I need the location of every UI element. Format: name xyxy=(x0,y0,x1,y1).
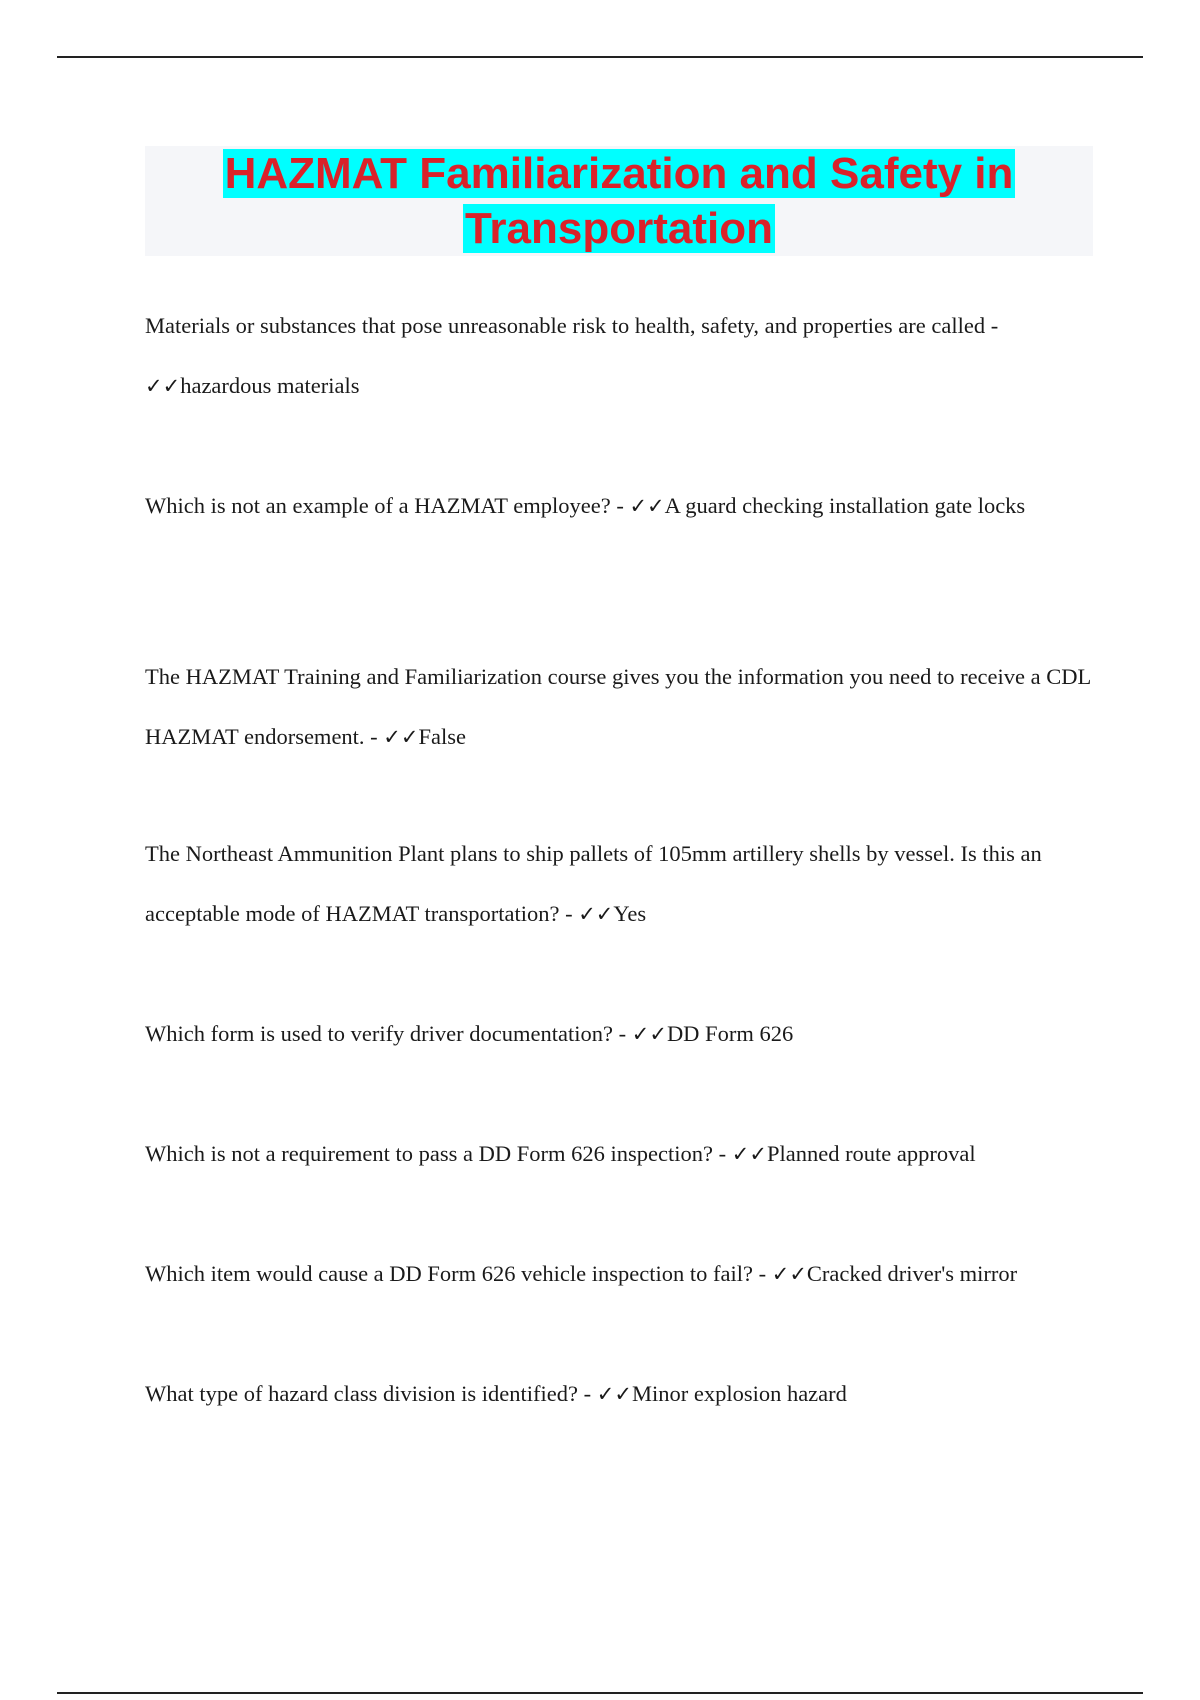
bottom-rule xyxy=(57,1692,1143,1694)
question: Materials or substances that pose unreasonable risk to health, safety, and properties are called - xyxy=(145,313,999,338)
question: Which is not a requirement to pass a DD Form 626 inspection? - xyxy=(145,1141,732,1166)
qa-item-3 xyxy=(145,647,1095,767)
question: What type of hazard class division is identified? - xyxy=(145,1381,597,1406)
document-title: HAZMAT Familiarization and Safety in Transportation xyxy=(224,149,1014,253)
qa-item-4 xyxy=(145,824,1095,944)
checkmark-icon: ✓✓ xyxy=(771,1262,807,1286)
question: The Northeast Ammunition Plant plans to ship pallets of 105mm artillery shells by vessel. Is this an acceptable mode of HAZMAT transportation? - xyxy=(145,841,1042,926)
qa-item-1 xyxy=(145,296,1095,416)
answer: DD Form 626 xyxy=(666,1021,794,1046)
question: Which item would cause a DD Form 626 vehicle inspection to fail? - xyxy=(145,1261,772,1286)
qa-item-5 xyxy=(145,1004,1095,1064)
checkmark-icon: ✓✓ xyxy=(596,1382,632,1406)
answer: A guard checking installation gate locks xyxy=(664,493,1026,518)
checkmark-icon: ✓✓ xyxy=(731,1142,767,1166)
answer: Cracked driver's mirror xyxy=(806,1261,1018,1286)
title-panel xyxy=(145,146,1093,256)
qa-item-8 xyxy=(145,1364,1095,1424)
answer: False xyxy=(418,724,466,749)
qa-item-7 xyxy=(145,1244,1095,1304)
checkmark-icon: ✓✓ xyxy=(631,1022,667,1046)
checkmark-icon: ✓✓ xyxy=(145,374,181,398)
question: The HAZMAT Training and Familiarization course gives you the information you need to receive a CDL HAZMAT endorsement. - xyxy=(145,664,1091,749)
checkmark-icon: ✓✓ xyxy=(383,725,419,749)
question: Which is not an example of a HAZMAT employee? - xyxy=(145,493,630,518)
qa-item-2 xyxy=(145,476,1095,536)
qa-item-6 xyxy=(145,1124,1095,1184)
question: Which form is used to verify driver documentation? - xyxy=(145,1021,632,1046)
answer: Planned route approval xyxy=(766,1141,976,1166)
top-rule xyxy=(57,56,1143,58)
answer: Minor explosion hazard xyxy=(631,1381,847,1406)
checkmark-icon: ✓✓ xyxy=(578,902,614,926)
answer: hazardous materials xyxy=(180,373,360,398)
checkmark-icon: ✓✓ xyxy=(629,494,665,518)
answer: Yes xyxy=(613,901,647,926)
